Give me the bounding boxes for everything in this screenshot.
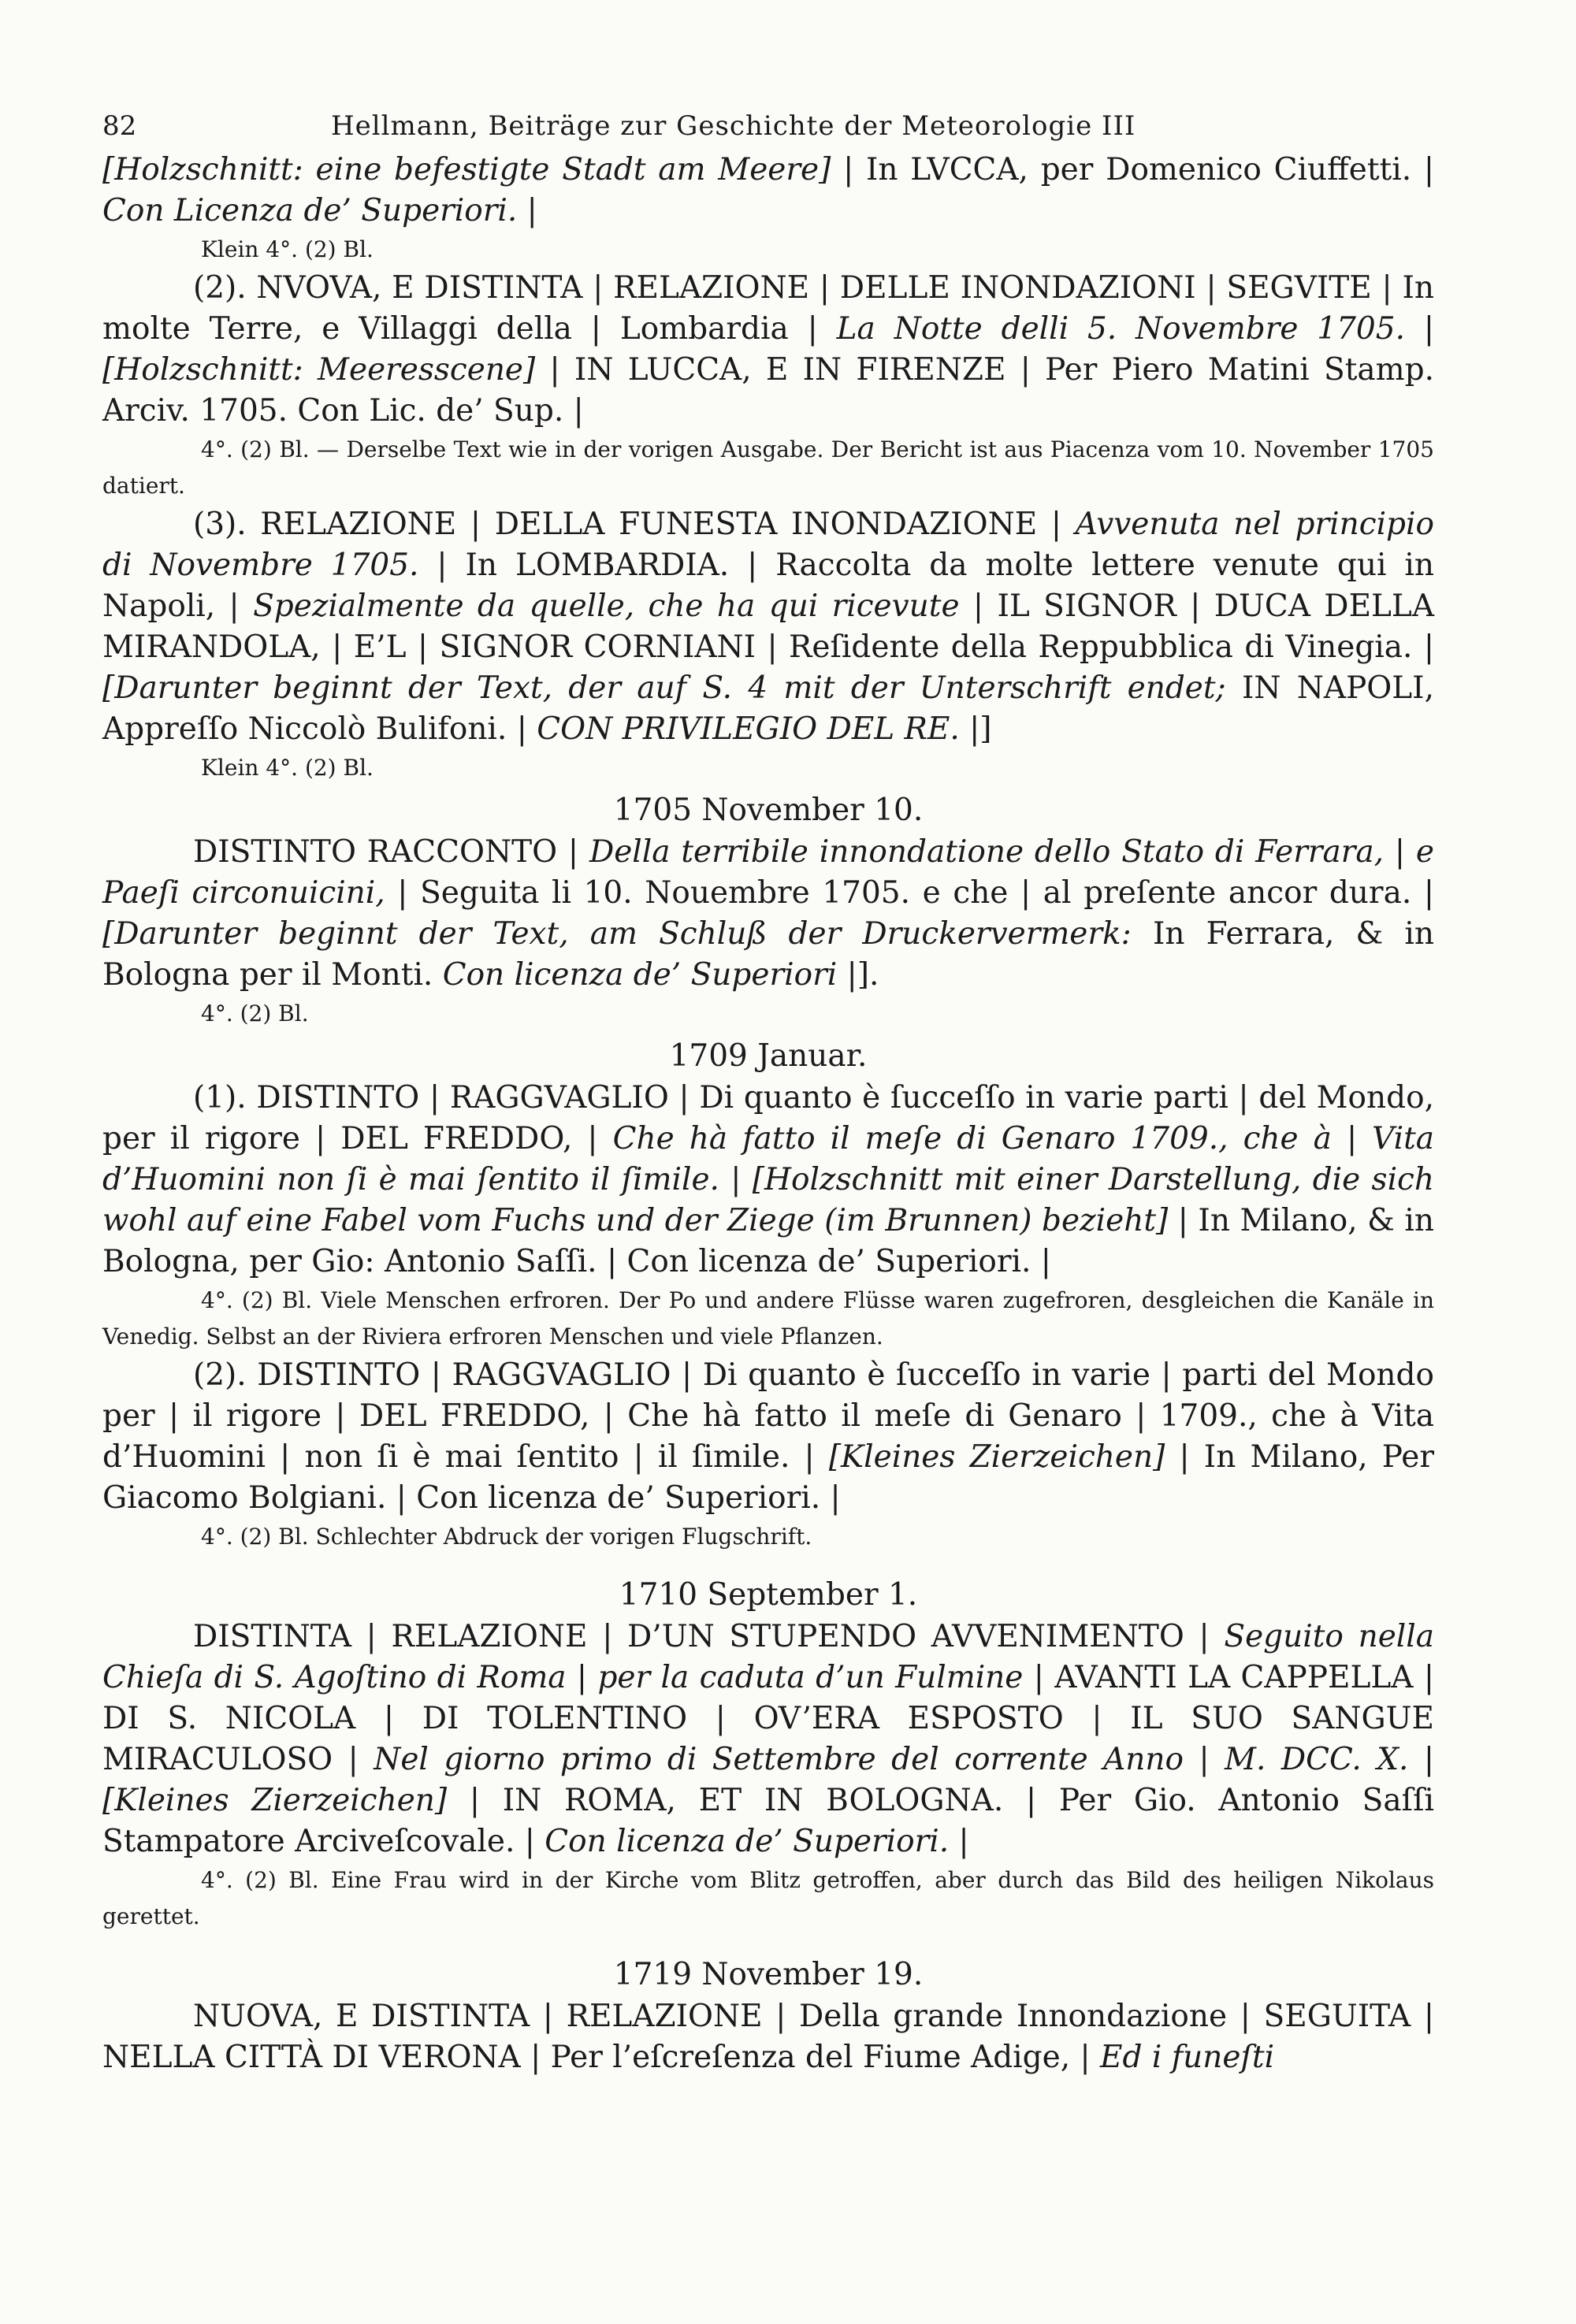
entry-text: In Ferrara, & in Bologna per il Monti. bbox=[102, 916, 1434, 993]
bibliography-entry bbox=[102, 504, 1434, 750]
date-heading: 1710 September 1. bbox=[619, 1577, 918, 1613]
format-note: 4°. (2) Bl. Viele Menschen erfroren. Der Po und andere Flüsse waren zugefroren, desgleichen die Kanäle in Venedig. Selbst an der Riviera erfroren Menschen und viele Pflanzen. bbox=[102, 1287, 1434, 1349]
italic-text: [Kleines Zierzeichen] bbox=[102, 1783, 448, 1818]
italic-text: CON PRIVILEGIO DEL RE. bbox=[537, 711, 960, 747]
format-note: Klein 4°. (2) Bl. bbox=[201, 236, 374, 262]
entry-text: (3). RELAZIONE | DELLA FUNESTA INONDAZIONE | bbox=[193, 507, 1076, 542]
italic-text: [Holzschnitt: eine befestigte Stadt am Meere] bbox=[102, 152, 831, 187]
italic-text: Con licenza de’ Superiori. bbox=[545, 1824, 950, 1859]
entry-text: | Seguita li 10. Nouembre 1705. e che | al preſente ancor dura. | bbox=[385, 875, 1434, 911]
italic-text: Seguito nella Chieſa di S. Agoſtino di Roma | per la caduta d’un Fulmine bbox=[102, 1619, 1434, 1695]
entry-text: IN NAPOLI, Appreſſo Niccolò Bulifoni. | bbox=[102, 670, 1434, 747]
format-note: 4°. (2) Bl. Eine Frau wird in der Kirche vom Blitz getroffen, aber durch das Bild des heiligen Nikolaus gerettet. bbox=[102, 1867, 1434, 1929]
bibliography-entry bbox=[102, 1355, 1434, 1519]
entry-text: DISTINTO RACCONTO | bbox=[193, 834, 589, 870]
italic-text: Nel giorno primo di Settembre del corrente Anno | M. DCC. X. bbox=[374, 1742, 1409, 1777]
entry-text: | In Milano, & in Bologna, per Gio: Antonio Saſſi. | Con licenza de’ Superiori. | bbox=[102, 1203, 1434, 1279]
italic-text: Che hà fatto il meſe di Genaro 1709., che à | Vita d’Huomini non ſi è mai ſentito il ſimile. bbox=[102, 1121, 1434, 1197]
entry-text: | bbox=[517, 193, 537, 228]
entry-continuation bbox=[102, 150, 1434, 232]
date-heading: 1709 Januar. bbox=[669, 1038, 868, 1074]
italic-text: [Kleines Zierzeichen] bbox=[828, 1439, 1165, 1475]
italic-text: Della terribile innondatione dello Stato di Ferrara, | e Paeſi circonuicini, bbox=[102, 834, 1435, 911]
date-heading: 1719 November 19. bbox=[613, 1957, 924, 1992]
italic-text: Avvenuta nel principio di Novembre 1705. bbox=[102, 507, 1434, 583]
bibliography-entry bbox=[102, 1617, 1434, 1862]
bibliography-entry bbox=[102, 832, 1434, 996]
format-note: 4°. (2) Bl. bbox=[201, 1001, 309, 1026]
bibliography-entry bbox=[102, 1078, 1434, 1283]
italic-text: [Holzschnitt: Meeresscene] bbox=[102, 352, 536, 388]
entry-text: | bbox=[949, 1824, 969, 1859]
bibliography-entry bbox=[102, 268, 1434, 432]
entry-text: |]. bbox=[837, 957, 879, 993]
format-note: Klein 4°. (2) Bl. bbox=[201, 755, 374, 781]
italic-text: La Notte delli 5. Novembre 1705. bbox=[836, 311, 1405, 347]
entry-text: | bbox=[719, 1162, 753, 1197]
format-note: 4°. (2) Bl. — Derselbe Text wie in der vorigen Ausgabe. Der Bericht ist aus Piacenza vom 10. November 1705 datiert. bbox=[102, 436, 1434, 499]
italic-text: Con Licenza de’ Superiori. bbox=[102, 193, 518, 228]
page-header bbox=[102, 95, 1434, 150]
entry-text: | bbox=[1408, 1742, 1434, 1777]
entry-text: | bbox=[1404, 311, 1434, 347]
bibliography-entry bbox=[102, 1996, 1434, 2078]
entry-text: | IN ROMA, ET IN BOLOGNA. | Per Gio. Antonio Saſſi Stampatore Arciveſcovale. | bbox=[102, 1783, 1434, 1859]
entry-text: NUOVA, E DISTINTA | RELAZIONE | Della grande Innondazione | SEGUITA | NELLA CITTÀ DI VERONA | Per l’eſcreſenza del Fiume Adige, | bbox=[102, 1999, 1434, 2075]
italic-text: Spezialmente da quelle, che ha qui ricevute bbox=[253, 588, 960, 624]
italic-text: Con licenza de’ Superiori bbox=[442, 957, 838, 993]
format-note: 4°. (2) Bl. Schlechter Abdruck der vorigen Flugschrift. bbox=[201, 1524, 812, 1550]
entry-text: | In LVCCA, per Domenico Ciuffetti. | bbox=[831, 152, 1434, 187]
entry-text: (2). DISTINTO | RAGGVAGLIO | Di quanto è ſucceſſo in varie | parti del Mondo per | il rigore | DEL FREDDO, | Che hà fatto il meſe di Genaro | 1709., che à Vita d’Huomini | non ſi è mai ſentito | il ſimile. | bbox=[102, 1357, 1434, 1475]
running-title: Hellmann, Beiträge zur Geschichte der Meteorologie III bbox=[331, 110, 1136, 142]
date-heading: 1705 November 10. bbox=[613, 793, 924, 828]
entry-text: | AVANTI LA CAPPELLA | DI S. NICOLA | DI TOLENTINO | OV’ERA ESPOSTO | IL SUO SANGUE MIRACULOSO | bbox=[102, 1660, 1434, 1777]
italic-text: [Holzschnitt mit einer Darstellung, die sich wohl auf eine Fabel vom Fuchs und der Ziege (im Brunnen) bezieht] bbox=[102, 1162, 1434, 1238]
italic-text: Ed i funeſti bbox=[1100, 2040, 1275, 2075]
entry-text: DISTINTA | RELAZIONE | D’UN STUPENDO AVVENIMENTO | bbox=[193, 1619, 1225, 1654]
page-body bbox=[102, 150, 1434, 2078]
entry-text: (1). DISTINTO | RAGGVAGLIO | Di quanto è ſucceſſo in varie parti | del Mondo, per il rigore | DEL FREDDO, | bbox=[102, 1080, 1434, 1156]
spacer bbox=[102, 1935, 1434, 1951]
entry-text: | IL SIGNOR | DUCA DELLA MIRANDOLA, | E’L | SIGNOR CORNIANI | Reſidente della Reppubblica di Vinegia. | bbox=[102, 588, 1434, 665]
entry-text: | In LOMBARDIA. | Raccolta da molte lettere venute qui in Napoli, | bbox=[102, 548, 1434, 624]
spacer bbox=[102, 1555, 1434, 1571]
book-page bbox=[102, 95, 1434, 2078]
entry-text: | IN LUCCA, E IN FIRENZE | Per Piero Matini Stamp. Arciv. 1705. Con Lic. de’ Sup. | bbox=[102, 352, 1434, 429]
italic-text: [Darunter beginnt der Text, der auf S. 4 mit der Unterschrift endet; bbox=[102, 670, 1226, 706]
entry-text: |] bbox=[959, 711, 992, 747]
entry-text: | In Milano, Per Giacomo Bolgiani. | Con licenza de’ Superiori. | bbox=[102, 1439, 1434, 1516]
italic-text: [Darunter beginnt der Text, am Schluß der Druckervermerk: bbox=[102, 916, 1132, 952]
page-number: 82 bbox=[102, 110, 137, 142]
entry-text: (2). NVOVA, E DISTINTA | RELAZIONE | DELLE INONDAZIONI | SEGVITE | In molte Terre, e Villaggi della | Lombardia | bbox=[102, 270, 1434, 347]
